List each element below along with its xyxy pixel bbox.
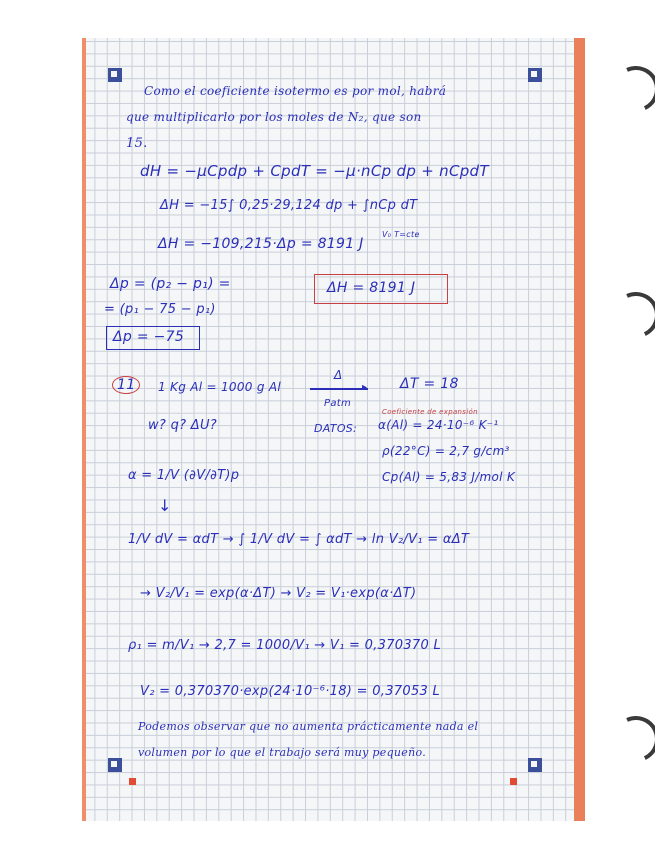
derivation-step-2: → V₂/V₁ = exp(α·ΔT) → V₂ = V₁·exp(α·ΔT) xyxy=(140,586,417,601)
down-arrow: ↓ xyxy=(158,496,172,515)
intro-line-1: Como el coeficiente isotermo es por mol, habrá xyxy=(144,84,447,98)
integral-limits: V₀ T=cte xyxy=(382,230,420,239)
derivation-step-1: 1/V dV = αdT → ∫ 1/V dV = ∫ αdT → ln V₂/V₁ = αΔT xyxy=(128,532,470,547)
alpha-definition: α = 1/V (∂V/∂T)p xyxy=(128,468,240,483)
notebook-page xyxy=(82,38,585,821)
binder-ring-middle xyxy=(607,286,655,345)
red-dot-marker xyxy=(129,778,136,785)
deltaP-result: Δp = −75 xyxy=(113,329,185,345)
deltaH-result: ΔH = 8191 J xyxy=(327,280,416,296)
equation-dH: dH = −μCpdp + CpdT = −μ·nCp dp + nCpdT xyxy=(140,162,489,180)
red-dot-marker xyxy=(510,778,517,785)
binder-ring-top xyxy=(607,60,655,119)
deltaH-result-box xyxy=(314,274,448,304)
datum-rho: ρ(22°C) = 2,7 g/cm³ xyxy=(382,444,510,458)
corner-marker-top-right xyxy=(528,68,542,82)
red-note: Coeficiente de expansión xyxy=(382,408,478,416)
datum-cp: Cp(Al) = 5,83 J/mol K xyxy=(382,470,516,484)
problem-statement: 1 Kg Al = 1000 g Al xyxy=(158,380,282,394)
binder-ring-bottom xyxy=(607,710,655,769)
datos-label: DATOS: xyxy=(314,422,358,435)
arrow-head: ▸ xyxy=(362,382,368,393)
arrow-top-label: Δ xyxy=(334,368,343,382)
corner-marker-bottom-right xyxy=(528,758,542,772)
conclusion-line-1: Podemos observar que no aumenta prácticamente nada el xyxy=(138,720,479,733)
deltaP-result-box xyxy=(106,326,200,350)
corner-marker-bottom-left xyxy=(108,758,122,772)
problem-deltaT: ΔT = 18 xyxy=(400,376,459,392)
equation-deltaP-substitution: = (p₁ − 75 − p₁) xyxy=(104,302,216,317)
reaction-arrow xyxy=(310,388,368,390)
derivation-step-3: ρ₁ = m/V₁ → 2,7 = 1000/V₁ → V₁ = 0,370370 L xyxy=(128,638,442,653)
derivation-step-4: V₂ = 0,370370·exp(24·10⁻⁶·18) = 0,37053 L xyxy=(140,684,441,699)
problem-unknowns: w? q? ΔU? xyxy=(148,418,217,433)
arrow-bottom-label: Patm xyxy=(324,398,352,409)
problem-number-circle: 11 xyxy=(112,376,140,394)
corner-marker-top-left xyxy=(108,68,122,82)
intro-line-2: que multiplicarlo por los moles de N₂, que son xyxy=(126,110,422,124)
datum-alpha: α(Al) = 24·10⁻⁶ K⁻¹ xyxy=(378,418,499,432)
equation-deltaH-value: ΔH = −109,215·Δp = 8191 J xyxy=(158,236,364,252)
conclusion-line-2: volumen por lo que el trabajo será muy pequeño. xyxy=(138,746,427,759)
equation-deltaP-definition: Δp = (p₂ − p₁) = xyxy=(110,276,231,292)
problem-number xyxy=(112,376,140,394)
intro-line-3: 15. xyxy=(126,136,148,151)
equation-deltaH-integral: ΔH = −15∫ 0,25·29,124 dp + ∫nCp dT xyxy=(160,198,418,213)
